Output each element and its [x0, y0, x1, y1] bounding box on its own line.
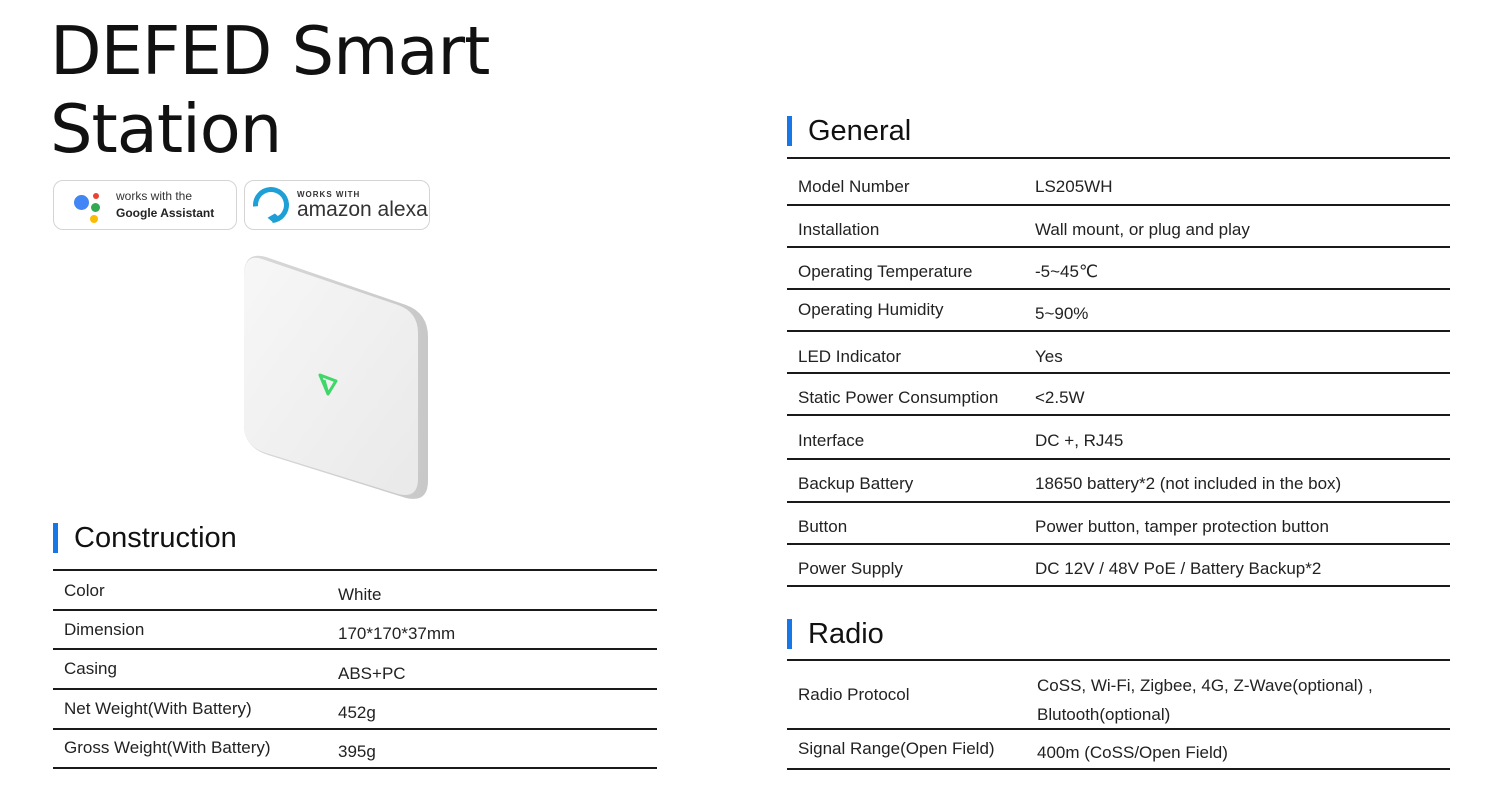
- row-value: Wall mount, or plug and play: [1035, 220, 1250, 239]
- table-row: [787, 503, 1450, 545]
- row-value: 395g: [338, 742, 376, 761]
- radio-table: [787, 659, 1450, 770]
- table-row: [787, 290, 1450, 332]
- row-label: Static Power Consumption: [798, 388, 999, 407]
- table-row: [787, 460, 1450, 503]
- row-value: 5~90%: [1035, 304, 1089, 323]
- row-label: Operating Humidity: [798, 300, 944, 319]
- table-row: [787, 374, 1450, 416]
- row-label: Model Number: [798, 177, 910, 196]
- page-title: [50, 12, 650, 168]
- section-accent-bar: [787, 116, 792, 146]
- row-value: 452g: [338, 703, 376, 722]
- alexa-icon: [246, 180, 297, 231]
- row-label: Button: [798, 517, 848, 536]
- row-value: ABS+PC: [338, 664, 406, 683]
- row-value: -5~45℃: [1035, 262, 1099, 281]
- row-label: Signal Range(Open Field): [798, 739, 995, 758]
- row-label: Gross Weight(With Battery): [64, 738, 271, 757]
- row-label: Radio Protocol: [798, 685, 910, 704]
- construction-table: [53, 569, 657, 769]
- section-accent-bar: [787, 619, 792, 649]
- row-value: <2.5W: [1035, 388, 1085, 407]
- google-assistant-icon: [70, 187, 106, 223]
- alexa-badge-line2: amazon alexa: [297, 197, 428, 221]
- table-row: [53, 650, 657, 690]
- table-row: [787, 545, 1450, 587]
- row-label: Power Supply: [798, 559, 903, 578]
- row-label: Color: [64, 581, 105, 600]
- table-row: [787, 332, 1450, 374]
- table-row: [787, 159, 1450, 206]
- radio-heading: Radio: [787, 617, 884, 651]
- row-value: DC +, RJ45: [1035, 431, 1124, 450]
- table-row: [53, 611, 657, 650]
- row-label: Operating Temperature: [798, 262, 973, 281]
- amazon-alexa-badge: [244, 180, 430, 230]
- construction-heading: Construction: [53, 521, 237, 555]
- row-label: Installation: [798, 220, 880, 239]
- row-value: 18650 battery*2 (not included in the box): [1035, 474, 1342, 493]
- row-label: Interface: [798, 431, 865, 450]
- general-table: [787, 157, 1450, 587]
- title-line-1: DEFED Smart: [50, 12, 490, 90]
- table-row: [53, 571, 657, 611]
- row-label: Dimension: [64, 620, 145, 639]
- row-value: LS205WH: [1035, 177, 1113, 196]
- row-value: Power button, tamper protection button: [1035, 517, 1329, 536]
- row-label: Backup Battery: [798, 474, 914, 493]
- table-row: [787, 416, 1450, 460]
- smart-station-device-image: [238, 255, 434, 503]
- table-row: [787, 248, 1450, 290]
- row-label: LED Indicator: [798, 347, 901, 366]
- table-row: [53, 690, 657, 730]
- google-assistant-badge: [53, 180, 237, 230]
- row-value: CoSS, Wi-Fi, Zigbee, 4G, Z-Wave(optional) ,: [1037, 676, 1373, 695]
- google-badge-line1: works with the: [116, 189, 193, 203]
- row-label: Net Weight(With Battery): [64, 699, 252, 718]
- section-accent-bar: [53, 523, 58, 553]
- title-line-2: Station: [50, 90, 282, 168]
- table-row: [53, 730, 657, 769]
- row-value: Yes: [1035, 347, 1063, 366]
- google-badge-line2: Google Assistant: [116, 206, 215, 220]
- table-row: [787, 206, 1450, 248]
- alexa-badge-line1: WORKS WITH: [297, 189, 361, 199]
- row-value-line2: Blutooth(optional): [1037, 705, 1171, 724]
- row-value: 400m (CoSS/Open Field): [1037, 743, 1228, 762]
- table-row: [787, 661, 1450, 730]
- row-value: DC 12V / 48V PoE / Battery Backup*2: [1035, 559, 1322, 578]
- row-value: 170*170*37mm: [338, 624, 456, 643]
- row-label: Casing: [64, 659, 117, 678]
- row-value: White: [338, 585, 382, 604]
- table-row: [787, 730, 1450, 770]
- general-heading: General: [787, 114, 911, 148]
